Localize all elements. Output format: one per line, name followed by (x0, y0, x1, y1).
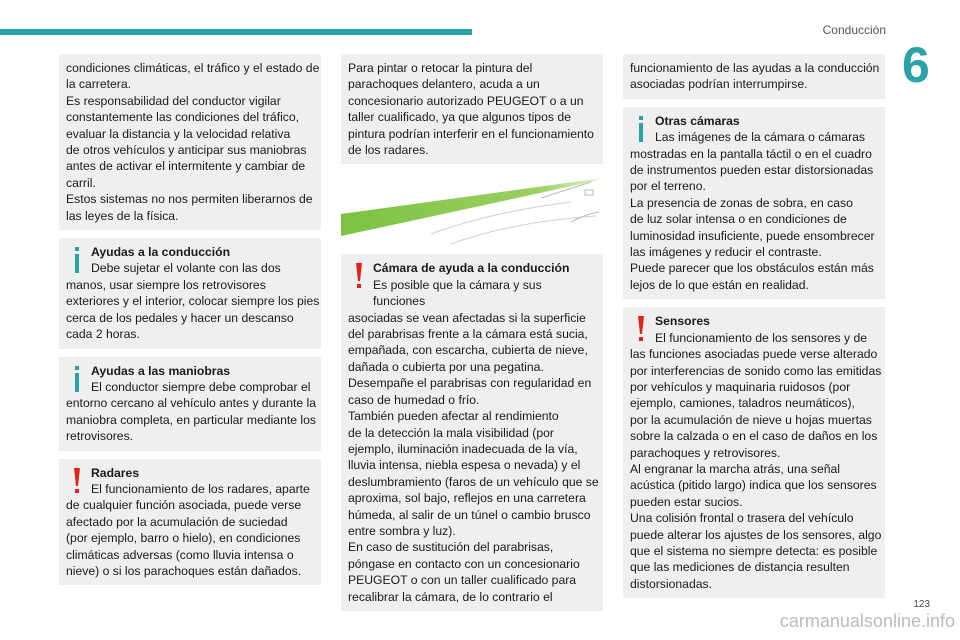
text-line: de otros vehículos y anticipar sus maniobras (66, 143, 307, 158)
info-notice-maneuver-aids (59, 357, 321, 451)
notice-first-line: El funcionamiento de los sensores y de (655, 330, 868, 345)
text-line: recalibrar la cámara, de lo contrario el (348, 589, 553, 604)
text-line: de instrumentos pueden estar distorsionadas (630, 163, 874, 178)
text-box (59, 54, 321, 230)
text-line: evaluar la distancia y la velocidad relativa (66, 126, 291, 141)
warning-notice-sensors (623, 307, 885, 598)
text-line: de cualquier función asociada, puede verse (66, 498, 302, 513)
info-icon (72, 247, 82, 273)
info-icon (72, 366, 82, 392)
text-line: concesionario autorizado PEUGEOT o a un (348, 93, 584, 108)
text-line: caso de humedad o frío. (348, 392, 480, 407)
text-line: Para pintar o retocar la pintura del (348, 61, 533, 75)
text-line: ejemplo, camiones, taladros neumáticos), (630, 396, 855, 411)
text-line: del parabrisas frente a la cámara está sucia, (348, 327, 588, 342)
text-line: maniobra completa, en particular mediante los (66, 412, 316, 427)
notice-body (348, 310, 599, 605)
notice-heading: Ayudas a la conducción (91, 245, 231, 260)
chapter-number: 6 (902, 37, 930, 93)
windshield-illustration (341, 172, 603, 246)
notice-heading: Ayudas a las maniobras (91, 363, 231, 378)
top-accent-bar (0, 29, 472, 35)
warning-icon (72, 468, 82, 494)
text-line: cada 2 horas. (66, 327, 140, 342)
info-notice-other-cameras (623, 107, 885, 299)
column-3 (623, 54, 885, 606)
text-line: por el terreno. (630, 179, 706, 194)
notice-heading: Cámara de ayuda a la conducción (373, 261, 570, 276)
text-line: por la acumulación de nieve u hojas muertas (630, 412, 872, 427)
warning-notice-radars (59, 459, 321, 586)
text-line: constantemente las condiciones del tráfico, (66, 110, 300, 125)
notice-first-line: El conductor siempre debe comprobar el (91, 379, 311, 394)
windshield-camera-image (341, 172, 603, 246)
text-line: lluvia intensa, niebla espesa o nevada) y el (348, 458, 581, 473)
notice-body (66, 277, 320, 343)
text-line: empañada, con escarcha, cubierta de nieve, (348, 343, 588, 358)
text-line: parachoques delantero, acuda a un (348, 77, 540, 92)
text-line: deslumbramiento (faros de un vehículo que se (348, 474, 599, 489)
text-line: acústica (pitido largo) indica que los sensores (630, 478, 877, 493)
text-line: Una colisión frontal o trasera del vehículo (630, 511, 854, 526)
text-line: entre sombra y luz). (348, 523, 456, 538)
notice-body (66, 497, 314, 579)
text-line: de los radares. (348, 143, 429, 158)
watermark: carmanualsonline.info (779, 611, 955, 631)
text-line: manos, usar siempre los retrovisores (66, 277, 266, 292)
text-line: cerca de los pedales y hacer un descanso (66, 310, 294, 325)
warning-notice-driving-camera (341, 254, 603, 611)
notice-body (630, 146, 878, 294)
text-line: Al engranar la marcha atrás, una señal (630, 461, 841, 476)
text-line: que el sistema no siempre detecta: es posible (630, 543, 878, 558)
notice-first-line: Las imágenes de la cámara o cámaras (655, 130, 866, 145)
text-line: pintura podrían interferir en el funcionamiento (348, 126, 594, 141)
notice-first-line: El funcionamiento de los radares, aparte (91, 481, 310, 496)
text-line: ejemplo, iluminación inadecuada de la vía, (348, 441, 578, 456)
text-line: La presencia de zonas de sobra, en caso (630, 195, 853, 210)
page-number: 123 (913, 599, 930, 610)
text-line: Estos sistemas no nos permiten liberarnos de (66, 192, 313, 207)
text-line: (por ejemplo, barro o hielo), en condiciones (66, 531, 301, 546)
info-icon (636, 116, 646, 142)
text-line: climáticas adversas (como lluvia intensa o (66, 547, 294, 562)
text-line: las imágenes y reducir el contraste. (630, 245, 822, 260)
text-line: parachoques y retrovisores. (630, 445, 781, 460)
text-line: aproxima, sol bajo, reflejos en una carretera (348, 491, 586, 506)
notice-heading: Radares (91, 465, 140, 480)
text-line: También pueden afectar al rendimiento (348, 409, 559, 424)
notice-body (66, 395, 317, 444)
notice-first-line: Debe sujetar el volante con las dos (91, 261, 281, 276)
text-line: luminosidad insuficiente, puede ensombrecer (630, 228, 875, 243)
text-line: pueden estar sucios. (630, 494, 743, 509)
column-1 (59, 54, 321, 593)
text-line: las leyes de la física. (66, 208, 179, 223)
text-line: taller cualificado, ya que algunos tipos de (348, 110, 571, 125)
text-line: húmeda, al salir de un túnel o cambio brusco (348, 507, 591, 522)
text-line: lejos de lo que están en realidad. (630, 277, 809, 292)
text-line: carril. (66, 175, 96, 190)
text-line: por interferencias de sonido como las emitidas (630, 363, 882, 378)
text-line: dañada o cubierta por una pegatina. (348, 359, 544, 374)
text-line: por vehículos y maquinaria ruidosos (por (630, 379, 851, 394)
notice-heading: Sensores (655, 314, 710, 329)
text-line: de luz solar intensa o en condiciones de (630, 212, 847, 227)
text-line: que las mediciones de distancia resulten (630, 560, 850, 575)
notice-heading: Otras cámaras (655, 113, 740, 128)
warning-icon (354, 263, 364, 289)
text-line: asociadas se vean afectadas si la superficie (348, 310, 586, 325)
text-line: mostradas en la pantalla táctil o en el cuadro (630, 146, 872, 161)
text-line: asociadas podrían interrumpirse. (630, 77, 808, 92)
text-box (341, 54, 603, 164)
text-line: Es responsabilidad del conductor vigilar (66, 93, 281, 108)
text-line: afectado por la acumulación de suciedad (66, 514, 288, 529)
notice-body (630, 346, 882, 592)
text-line: entorno cercano al vehículo antes y durante la (66, 396, 317, 411)
text-line: condiciones climáticas, el tráfico y el estado de (66, 61, 320, 75)
chapter-title: Conducción (822, 23, 886, 37)
text-line: funcionamiento de las ayudas a la conducción (630, 61, 880, 75)
text-line: PEUGEOT o con un taller cualificado para (348, 573, 577, 588)
text-line: antes de activar el intermitente y cambiar de (66, 159, 306, 174)
text-box (623, 54, 885, 99)
text-line: retrovisores. (66, 429, 134, 444)
text-line: puede alterar los ajustes de los sensores, algo (630, 527, 882, 542)
text-line: de la detección la mala visibilidad (por (348, 425, 554, 440)
column-2 (341, 54, 603, 619)
text-line: En caso de sustitución del parabrisas, (348, 540, 554, 555)
text-line: la carretera. (66, 77, 132, 92)
notice-first-line: Es posible que la cámara y sus funciones (373, 277, 542, 309)
text-line: sobre la calzada o en el caso de daños en los (630, 429, 878, 444)
text-line: Desempañe el parabrisas con regularidad en (348, 376, 592, 391)
text-line: póngase en contacto con un concesionario (348, 556, 580, 571)
warning-icon (636, 316, 646, 342)
info-notice-driving-aids (59, 238, 321, 348)
text-line: distorsionadas. (630, 576, 712, 591)
text-line: nieve) o si los parachoques están dañados. (66, 563, 302, 578)
text-line: las funciones asociadas puede verse alterado (630, 347, 878, 362)
text-line: Puede parecer que los obstáculos están más (630, 261, 874, 276)
text-line: exteriores y el interior, colocar siempre los pies (66, 294, 320, 309)
